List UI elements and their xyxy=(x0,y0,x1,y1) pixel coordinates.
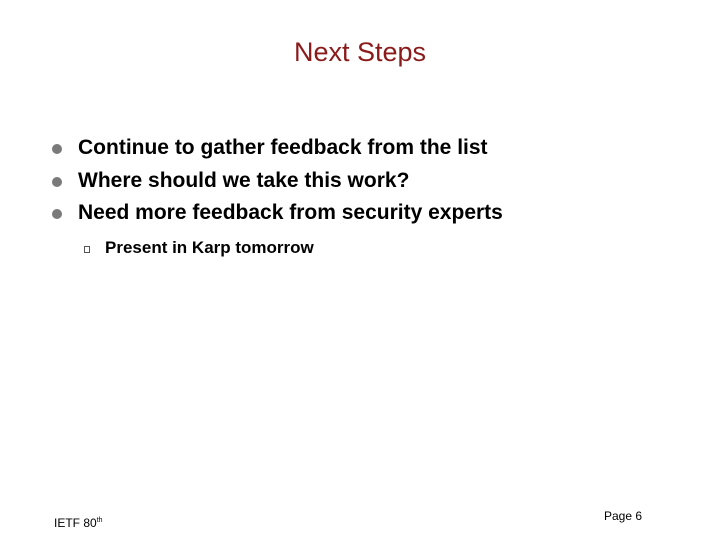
bullet-dot-icon xyxy=(52,144,62,154)
bullet-text: Where should we take this work? xyxy=(78,168,410,192)
square-bullet-icon xyxy=(84,246,90,253)
footer-event-superscript: th xyxy=(96,517,103,524)
bullet-list xyxy=(52,134,503,232)
footer-event-label xyxy=(54,515,103,531)
bullet-item xyxy=(52,199,503,232)
slide-title: Next Steps xyxy=(293,37,427,67)
bullet-item xyxy=(52,167,503,200)
bullet-item xyxy=(52,134,503,167)
bullet-text: Need more feedback from security experts xyxy=(78,201,503,224)
sub-bullet-text: Present in Karp tomorrow xyxy=(105,238,314,257)
page-number: Page 6 xyxy=(604,509,643,523)
bullet-dot-icon xyxy=(52,209,62,219)
sub-bullet-item xyxy=(84,236,314,262)
bullet-text: Continue to gather feedback from the list xyxy=(78,136,488,159)
footer-event-text: IETF 80 xyxy=(54,516,97,530)
bullet-dot-icon xyxy=(52,177,62,187)
